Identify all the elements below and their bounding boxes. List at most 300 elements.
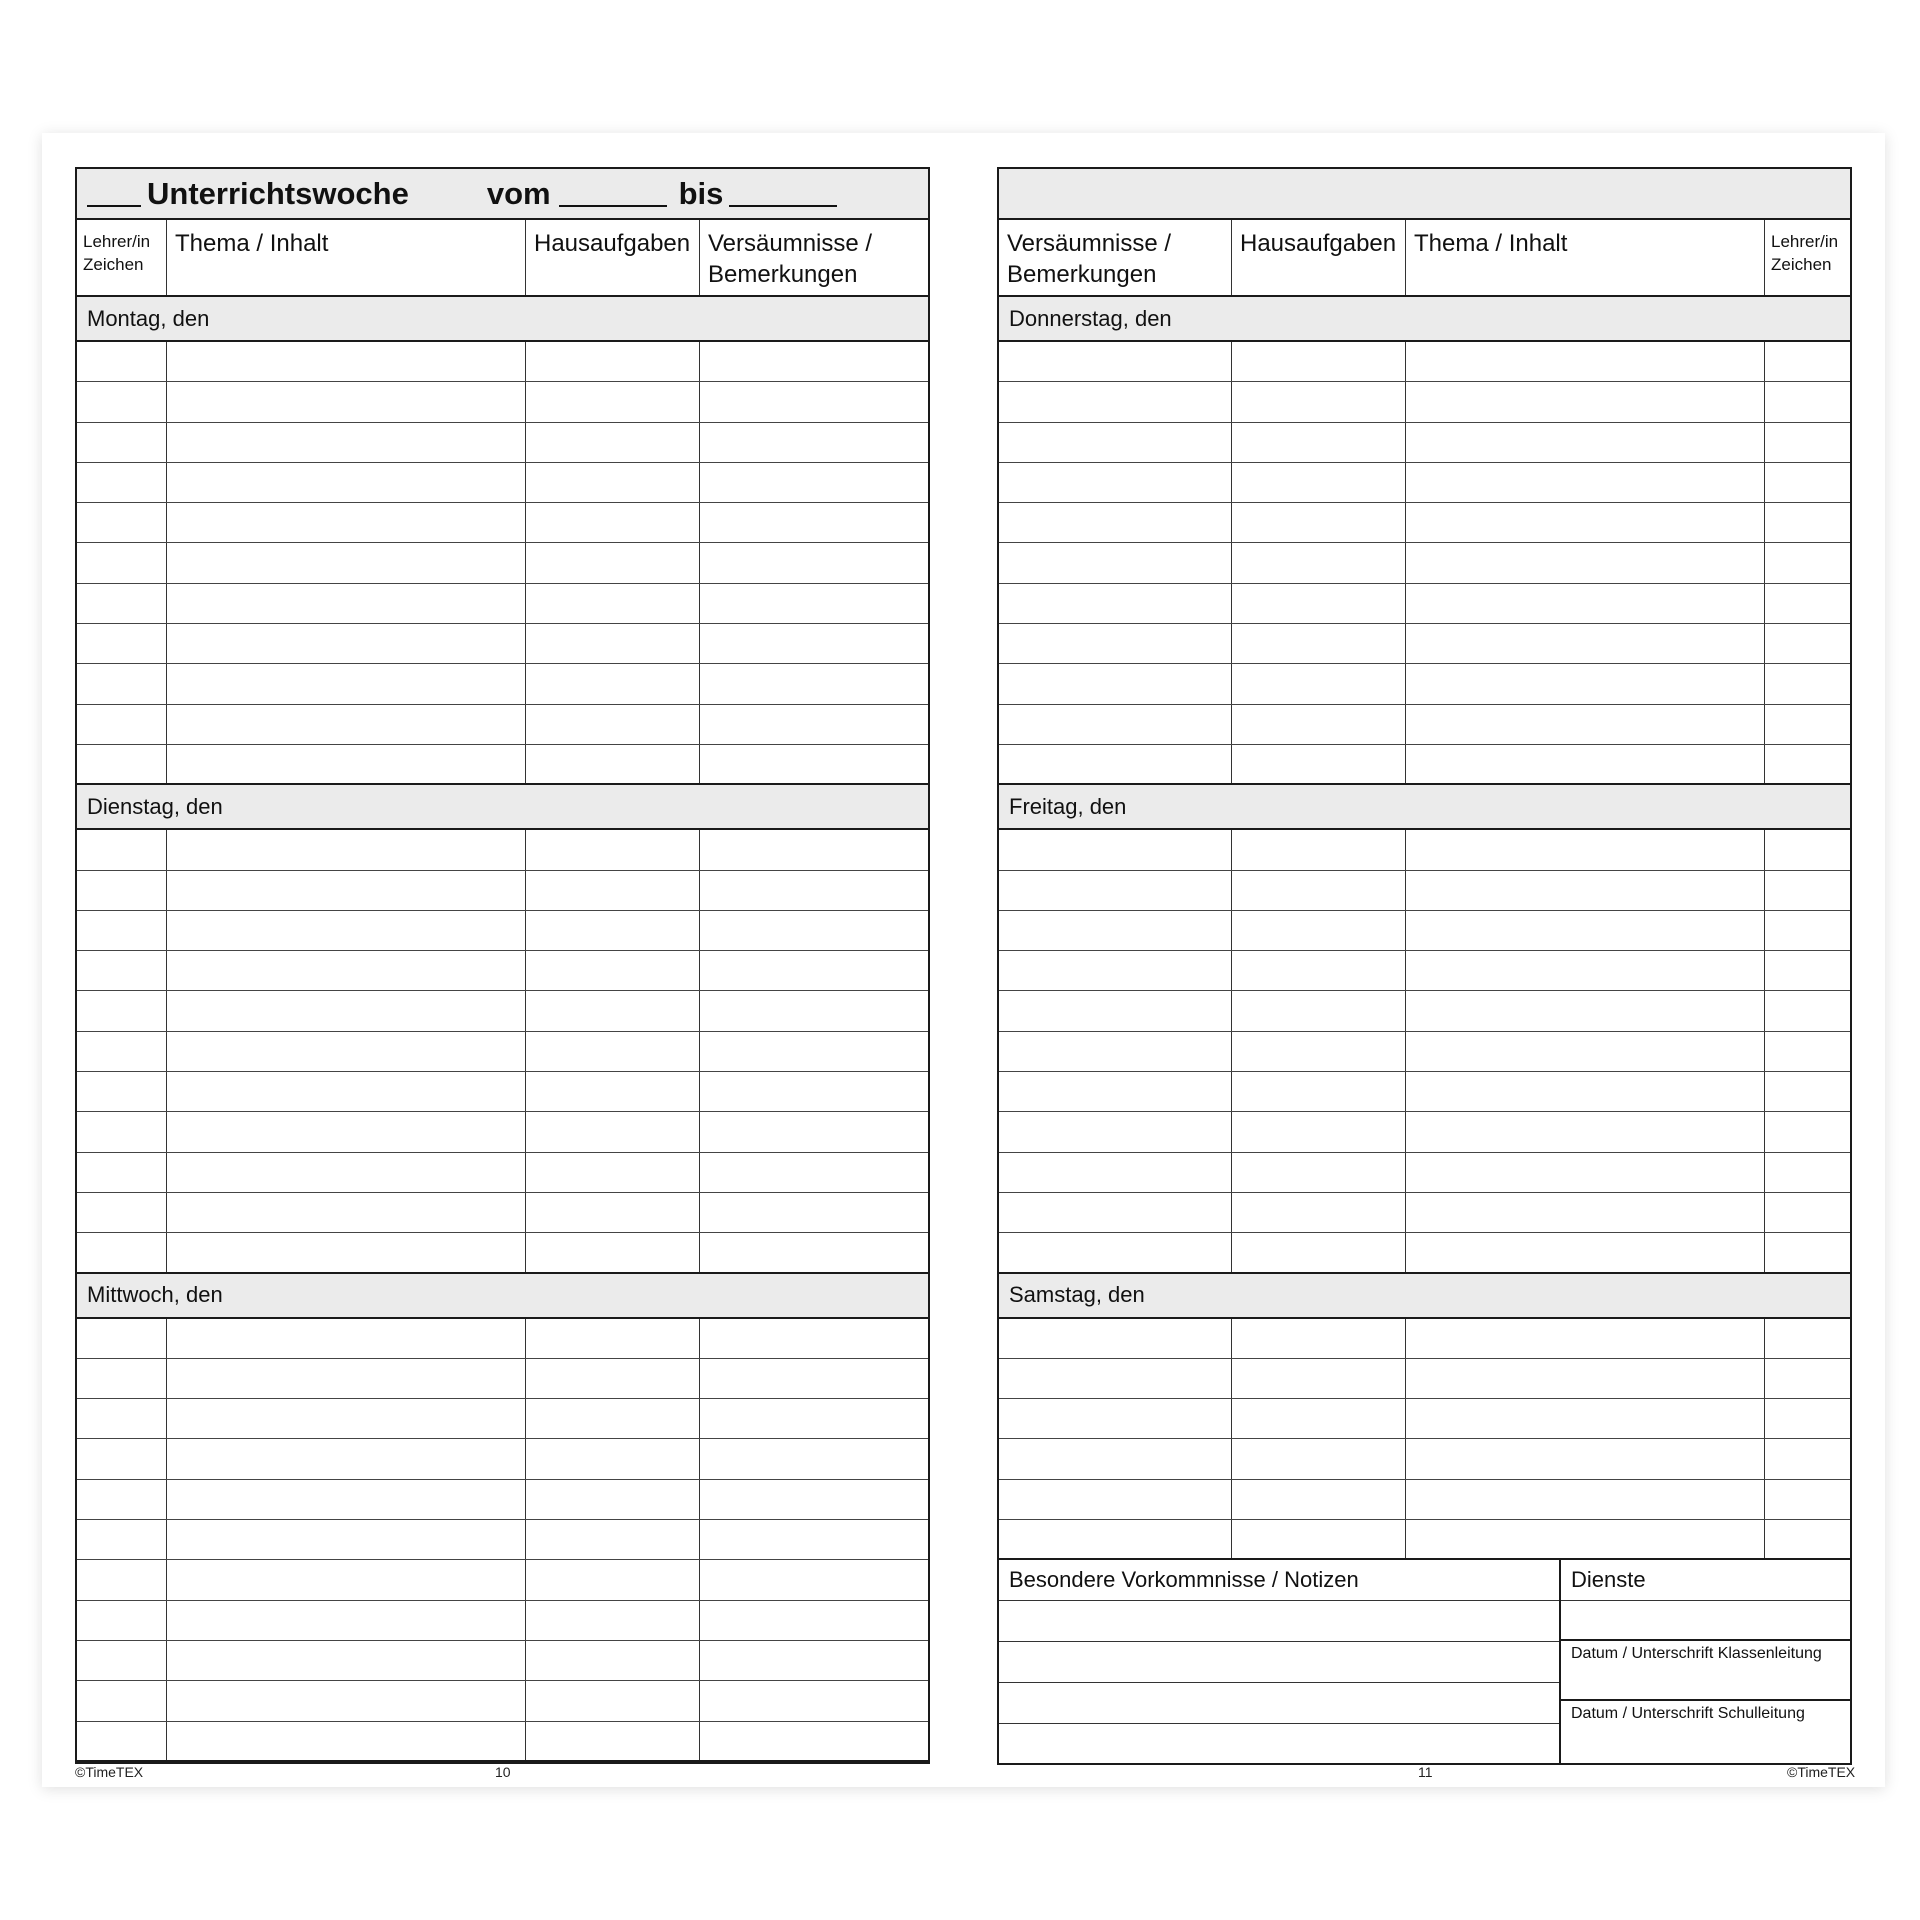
- entry-cell[interactable]: [1406, 584, 1765, 623]
- entry-cell[interactable]: [77, 1359, 167, 1398]
- entry-cell[interactable]: [1232, 503, 1406, 542]
- table-row: [77, 1072, 928, 1112]
- table-row: [999, 871, 1850, 911]
- entry-cell[interactable]: [999, 664, 1232, 703]
- entry-cell[interactable]: [526, 1439, 700, 1478]
- entry-cell[interactable]: [999, 745, 1232, 783]
- entry-cell[interactable]: [1765, 1399, 1850, 1438]
- entry-cell[interactable]: [1406, 1359, 1765, 1398]
- entry-cell[interactable]: [1406, 423, 1765, 462]
- entry-cell[interactable]: [77, 1681, 167, 1720]
- entry-cell[interactable]: [77, 423, 167, 462]
- entry-cell[interactable]: [1232, 584, 1406, 623]
- entry-cell[interactable]: [1232, 382, 1406, 421]
- entry-cell[interactable]: [526, 1722, 700, 1760]
- entry-cell[interactable]: [526, 543, 700, 582]
- entry-cell[interactable]: [700, 911, 928, 950]
- entry-cell[interactable]: [526, 503, 700, 542]
- entry-cell[interactable]: [526, 1032, 700, 1071]
- entry-cell[interactable]: [1765, 1193, 1850, 1232]
- entry-cell[interactable]: [526, 382, 700, 421]
- entry-cell[interactable]: [526, 871, 700, 910]
- entry-cell[interactable]: [167, 1072, 526, 1111]
- entry-cell[interactable]: [77, 1319, 167, 1358]
- entry-cell[interactable]: [999, 1193, 1232, 1232]
- entry-cell[interactable]: [167, 911, 526, 950]
- entry-cell[interactable]: [1406, 871, 1765, 910]
- entry-cell[interactable]: [999, 423, 1232, 462]
- entry-cell[interactable]: [700, 463, 928, 502]
- entry-cell[interactable]: [526, 664, 700, 703]
- entry-cell[interactable]: [999, 1233, 1232, 1271]
- entry-cell[interactable]: [999, 1112, 1232, 1151]
- entry-cell[interactable]: [167, 543, 526, 582]
- entry-cell[interactable]: [1765, 1233, 1850, 1271]
- entry-cell[interactable]: [999, 342, 1232, 381]
- entry-cell[interactable]: [77, 1560, 167, 1599]
- entry-cell[interactable]: [526, 1319, 700, 1358]
- entry-cell[interactable]: [1765, 1072, 1850, 1111]
- entry-cell[interactable]: [1765, 1520, 1850, 1558]
- entry-cell[interactable]: [77, 543, 167, 582]
- entry-cell[interactable]: [1406, 1112, 1765, 1151]
- entry-cell[interactable]: [77, 503, 167, 542]
- entry-cell[interactable]: [1765, 705, 1850, 744]
- entry-cell[interactable]: [999, 584, 1232, 623]
- entry-cell[interactable]: [526, 1560, 700, 1599]
- day-header: Montag, den: [77, 297, 928, 342]
- entry-cell[interactable]: [1406, 745, 1765, 783]
- entry-cell[interactable]: [700, 342, 928, 381]
- entry-cell[interactable]: [700, 951, 928, 990]
- entry-cell[interactable]: [1232, 991, 1406, 1030]
- entry-cell[interactable]: [700, 1233, 928, 1271]
- entry-cell[interactable]: [167, 1641, 526, 1680]
- entry-cell[interactable]: [700, 1193, 928, 1232]
- entry-cell[interactable]: [77, 1032, 167, 1071]
- entry-cell[interactable]: [999, 463, 1232, 502]
- services-field[interactable]: [1561, 1601, 1850, 1641]
- entry-cell[interactable]: [999, 1480, 1232, 1519]
- entry-cell[interactable]: [167, 1193, 526, 1232]
- entry-cell[interactable]: [1765, 1359, 1850, 1398]
- entry-cell[interactable]: [526, 463, 700, 502]
- entry-cell[interactable]: [77, 1233, 167, 1271]
- entry-cell[interactable]: [167, 1722, 526, 1760]
- entry-cell[interactable]: [77, 1072, 167, 1111]
- right-copyright: ©TimeTEX: [1787, 1764, 1856, 1780]
- table-row: [999, 423, 1850, 463]
- entry-cell[interactable]: [700, 1480, 928, 1519]
- entry-cell[interactable]: [526, 1193, 700, 1232]
- entry-cell[interactable]: [1232, 342, 1406, 381]
- notes-line[interactable]: [999, 1683, 1559, 1724]
- entry-cell[interactable]: [999, 1359, 1232, 1398]
- notes-line[interactable]: [999, 1642, 1559, 1683]
- entry-cell[interactable]: [77, 1439, 167, 1478]
- col-header-absences: Versäumnisse / Bemerkungen: [999, 220, 1232, 295]
- entry-cell[interactable]: [999, 1399, 1232, 1438]
- entry-cell[interactable]: [700, 543, 928, 582]
- entry-cell[interactable]: [167, 1112, 526, 1151]
- column-header-row: [77, 220, 928, 297]
- entry-cell[interactable]: [1765, 1032, 1850, 1071]
- entry-cell[interactable]: [167, 1399, 526, 1438]
- entry-cell[interactable]: [1406, 1193, 1765, 1232]
- entry-cell[interactable]: [700, 664, 928, 703]
- entry-cell[interactable]: [526, 951, 700, 990]
- entry-cell[interactable]: [700, 871, 928, 910]
- entry-cell[interactable]: [167, 463, 526, 502]
- entry-cell[interactable]: [77, 1193, 167, 1232]
- entry-cell[interactable]: [1406, 1480, 1765, 1519]
- day-section: [77, 1274, 928, 1762]
- entry-cell[interactable]: [77, 1722, 167, 1760]
- entry-cell[interactable]: [1232, 871, 1406, 910]
- from-date-field[interactable]: [559, 181, 667, 207]
- entry-cell[interactable]: [526, 342, 700, 381]
- table-row: [999, 1032, 1850, 1072]
- entry-cell[interactable]: [1406, 1153, 1765, 1192]
- entry-cell[interactable]: [1406, 1439, 1765, 1478]
- entry-cell[interactable]: [700, 1641, 928, 1680]
- entry-cell[interactable]: [77, 991, 167, 1030]
- right-page-number: 11: [1418, 1764, 1433, 1780]
- col-header-teacher: Lehrer/in Zeichen: [1771, 232, 1839, 274]
- entry-cell[interactable]: [1765, 951, 1850, 990]
- entry-cell[interactable]: [167, 1601, 526, 1640]
- entry-cell[interactable]: [167, 1233, 526, 1271]
- table-row: [77, 342, 928, 382]
- entry-cell[interactable]: [1765, 1480, 1850, 1519]
- table-row: [77, 1641, 928, 1681]
- entry-cell[interactable]: [526, 1233, 700, 1271]
- table-row: [77, 991, 928, 1031]
- entry-cell[interactable]: [700, 991, 928, 1030]
- entry-cell[interactable]: [77, 1480, 167, 1519]
- entry-cell[interactable]: [167, 1560, 526, 1599]
- entry-cell[interactable]: [700, 1520, 928, 1559]
- entry-cell[interactable]: [700, 1032, 928, 1071]
- entry-cell[interactable]: [999, 991, 1232, 1030]
- entry-cell[interactable]: [167, 830, 526, 869]
- entry-cell[interactable]: [1232, 1112, 1406, 1151]
- entry-cell[interactable]: [1406, 342, 1765, 381]
- entry-cell[interactable]: [1406, 1319, 1765, 1358]
- entry-cell[interactable]: [1765, 423, 1850, 462]
- entry-cell[interactable]: [1232, 1439, 1406, 1478]
- table-row: [77, 1399, 928, 1439]
- entry-cell[interactable]: [700, 382, 928, 421]
- entry-cell[interactable]: [700, 705, 928, 744]
- entry-cell[interactable]: [167, 1032, 526, 1071]
- entry-cell[interactable]: [526, 1399, 700, 1438]
- entry-cell[interactable]: [1232, 543, 1406, 582]
- entry-cell[interactable]: [1765, 624, 1850, 663]
- entry-cell[interactable]: [526, 423, 700, 462]
- entry-cell[interactable]: [700, 830, 928, 869]
- entry-cell[interactable]: [167, 1480, 526, 1519]
- week-title-row: [77, 169, 928, 220]
- entry-cell[interactable]: [700, 1399, 928, 1438]
- entry-cell[interactable]: [1406, 382, 1765, 421]
- entry-cell[interactable]: [700, 423, 928, 462]
- entry-cell[interactable]: [77, 1601, 167, 1640]
- entry-cell[interactable]: [1232, 423, 1406, 462]
- entry-cell[interactable]: [999, 911, 1232, 950]
- entry-cell[interactable]: [1232, 705, 1406, 744]
- entry-cell[interactable]: [1765, 664, 1850, 703]
- table-row: [77, 1359, 928, 1399]
- table-row: [999, 1193, 1850, 1233]
- entry-cell[interactable]: [999, 1032, 1232, 1071]
- entry-cell[interactable]: [526, 745, 700, 783]
- entry-cell[interactable]: [526, 584, 700, 623]
- table-row: [999, 991, 1850, 1031]
- entry-cell[interactable]: [1232, 664, 1406, 703]
- to-date-field[interactable]: [729, 181, 837, 207]
- entry-cell[interactable]: [1406, 1520, 1765, 1558]
- entry-cell[interactable]: [1232, 1032, 1406, 1071]
- entry-cell[interactable]: [700, 584, 928, 623]
- entry-cell[interactable]: [700, 1359, 928, 1398]
- entry-cell[interactable]: [1765, 1319, 1850, 1358]
- entry-cell[interactable]: [1765, 382, 1850, 421]
- entry-cell[interactable]: [1765, 911, 1850, 950]
- left-page-number: 10: [495, 1764, 511, 1780]
- entry-cell[interactable]: [77, 1112, 167, 1151]
- entry-cell[interactable]: [999, 871, 1232, 910]
- entry-cell[interactable]: [167, 664, 526, 703]
- entry-cell[interactable]: [167, 1359, 526, 1398]
- entry-cell[interactable]: [1232, 1359, 1406, 1398]
- entry-cell[interactable]: [167, 382, 526, 421]
- entry-cell[interactable]: [1406, 951, 1765, 990]
- entry-cell[interactable]: [77, 951, 167, 990]
- table-row: [77, 1439, 928, 1479]
- entry-cell[interactable]: [1765, 871, 1850, 910]
- entry-cell[interactable]: [999, 830, 1232, 869]
- entry-cell[interactable]: [167, 1520, 526, 1559]
- entry-cell[interactable]: [1765, 1153, 1850, 1192]
- entry-cell[interactable]: [1765, 543, 1850, 582]
- entry-cell[interactable]: [1406, 1072, 1765, 1111]
- entry-cell[interactable]: [1765, 1439, 1850, 1478]
- table-row: [999, 1439, 1850, 1479]
- entry-cell[interactable]: [1406, 830, 1765, 869]
- entry-cell[interactable]: [700, 1722, 928, 1760]
- entry-cell[interactable]: [1765, 342, 1850, 381]
- notes-line[interactable]: [999, 1724, 1559, 1764]
- entry-cell[interactable]: [1232, 1520, 1406, 1558]
- entry-cell[interactable]: [77, 584, 167, 623]
- entry-cell[interactable]: [1232, 830, 1406, 869]
- entry-cell[interactable]: [167, 342, 526, 381]
- entry-cell[interactable]: [526, 705, 700, 744]
- entry-cell[interactable]: [526, 911, 700, 950]
- entry-cell[interactable]: [1406, 1399, 1765, 1438]
- entry-cell[interactable]: [167, 624, 526, 663]
- entry-cell[interactable]: [999, 1153, 1232, 1192]
- entry-cell[interactable]: [526, 1520, 700, 1559]
- entry-cell[interactable]: [700, 1319, 928, 1358]
- entry-cell[interactable]: [1232, 1153, 1406, 1192]
- entry-cell[interactable]: [700, 745, 928, 783]
- entry-cell[interactable]: [1765, 1112, 1850, 1151]
- entry-cell[interactable]: [1232, 1072, 1406, 1111]
- entry-cell[interactable]: [167, 584, 526, 623]
- entry-cell[interactable]: [77, 911, 167, 950]
- week-number-field[interactable]: [87, 181, 141, 207]
- entry-cell[interactable]: [526, 1153, 700, 1192]
- entry-cell[interactable]: [77, 463, 167, 502]
- day-section: [999, 785, 1850, 1273]
- entry-cell[interactable]: [167, 991, 526, 1030]
- entry-cell[interactable]: [999, 503, 1232, 542]
- entry-cell[interactable]: [1406, 543, 1765, 582]
- entry-cell[interactable]: [999, 1319, 1232, 1358]
- week-title-label: Unterrichtswoche: [147, 175, 409, 211]
- entry-cell[interactable]: [526, 1072, 700, 1111]
- entry-cell[interactable]: [167, 745, 526, 783]
- day-section: [999, 297, 1850, 785]
- entry-cell[interactable]: [999, 624, 1232, 663]
- table-row: [77, 951, 928, 991]
- entry-cell[interactable]: [77, 1641, 167, 1680]
- entry-cell[interactable]: [526, 1641, 700, 1680]
- entry-cell[interactable]: [77, 1153, 167, 1192]
- entry-cell[interactable]: [1765, 991, 1850, 1030]
- entry-cell[interactable]: [167, 423, 526, 462]
- entry-cell[interactable]: [700, 1112, 928, 1151]
- entry-cell[interactable]: [77, 664, 167, 703]
- entry-cell[interactable]: [1232, 911, 1406, 950]
- entry-cell[interactable]: [167, 871, 526, 910]
- entry-cell[interactable]: [167, 1681, 526, 1720]
- entry-cell[interactable]: [77, 382, 167, 421]
- entry-cell[interactable]: [700, 1681, 928, 1720]
- entry-cell[interactable]: [1232, 745, 1406, 783]
- notes-header: Besondere Vorkommnisse / Notizen: [999, 1560, 1559, 1601]
- entry-cell[interactable]: [700, 1601, 928, 1640]
- entry-cell[interactable]: [1406, 991, 1765, 1030]
- entry-cell[interactable]: [1232, 1319, 1406, 1358]
- entry-cell[interactable]: [77, 871, 167, 910]
- services-header: Dienste: [1561, 1560, 1850, 1601]
- entry-cell[interactable]: [700, 1153, 928, 1192]
- day-section: [77, 785, 928, 1273]
- entry-cell[interactable]: [167, 503, 526, 542]
- from-label: vom: [486, 175, 551, 211]
- entry-cell[interactable]: [1232, 1193, 1406, 1232]
- entry-cell[interactable]: [1406, 664, 1765, 703]
- entry-cell[interactable]: [77, 1520, 167, 1559]
- entry-cell[interactable]: [1765, 503, 1850, 542]
- entry-cell[interactable]: [167, 1439, 526, 1478]
- entry-cell[interactable]: [526, 624, 700, 663]
- entry-cell[interactable]: [999, 1520, 1232, 1558]
- entry-cell[interactable]: [1406, 503, 1765, 542]
- table-row: [999, 1112, 1850, 1152]
- entry-cell[interactable]: [1232, 951, 1406, 990]
- table-row: [77, 1032, 928, 1072]
- entry-cell[interactable]: [999, 1072, 1232, 1111]
- entry-cell[interactable]: [1232, 1233, 1406, 1271]
- entry-cell[interactable]: [1406, 705, 1765, 744]
- entry-cell[interactable]: [526, 991, 700, 1030]
- entry-cell[interactable]: [1765, 745, 1850, 783]
- entry-cell[interactable]: [526, 1112, 700, 1151]
- entry-cell[interactable]: [77, 1399, 167, 1438]
- entry-cell[interactable]: [700, 1560, 928, 1599]
- entry-cell[interactable]: [999, 382, 1232, 421]
- table-row: [999, 342, 1850, 382]
- table-row: [999, 911, 1850, 951]
- entry-cell[interactable]: [1406, 1032, 1765, 1071]
- entry-cell[interactable]: [1232, 1399, 1406, 1438]
- blank-title-row: [999, 169, 1850, 220]
- entry-cell[interactable]: [167, 1153, 526, 1192]
- entry-cell[interactable]: [77, 342, 167, 381]
- entry-cell[interactable]: [526, 1601, 700, 1640]
- entry-cell[interactable]: [1765, 463, 1850, 502]
- col-header-topic: Thema / Inhalt: [167, 220, 526, 295]
- entry-cell[interactable]: [700, 1072, 928, 1111]
- principal-signature-field[interactable]: Datum / Unterschrift Schulleitung: [1571, 1705, 1805, 1723]
- entry-cell[interactable]: [700, 503, 928, 542]
- entry-cell[interactable]: [526, 1359, 700, 1398]
- table-row: [77, 1520, 928, 1560]
- entry-cell[interactable]: [999, 1439, 1232, 1478]
- entry-cell[interactable]: [1765, 584, 1850, 623]
- entry-cell[interactable]: [999, 543, 1232, 582]
- entry-cell[interactable]: [1232, 1480, 1406, 1519]
- entry-cell[interactable]: [526, 1480, 700, 1519]
- entry-cell[interactable]: [1406, 624, 1765, 663]
- entry-cell[interactable]: [77, 830, 167, 869]
- entry-cell[interactable]: [1406, 1233, 1765, 1271]
- entry-cell[interactable]: [526, 830, 700, 869]
- entry-cell[interactable]: [999, 951, 1232, 990]
- entry-cell[interactable]: [77, 705, 167, 744]
- table-row: [77, 830, 928, 870]
- entry-cell[interactable]: [77, 745, 167, 783]
- entry-cell[interactable]: [167, 951, 526, 990]
- entry-cell[interactable]: [167, 705, 526, 744]
- table-row: [999, 664, 1850, 704]
- entry-cell[interactable]: [1232, 463, 1406, 502]
- entry-cell[interactable]: [167, 1319, 526, 1358]
- table-row: [77, 871, 928, 911]
- entry-cell[interactable]: [1406, 463, 1765, 502]
- entry-cell[interactable]: [1765, 830, 1850, 869]
- table-row: [999, 1153, 1850, 1193]
- entry-cell[interactable]: [700, 624, 928, 663]
- entry-cell[interactable]: [77, 624, 167, 663]
- table-row: [999, 1399, 1850, 1439]
- entry-cell[interactable]: [526, 1681, 700, 1720]
- entry-cell[interactable]: [1232, 624, 1406, 663]
- notes-line[interactable]: [999, 1601, 1559, 1642]
- class-teacher-signature-field[interactable]: Datum / Unterschrift Klassenleitung: [1561, 1641, 1850, 1701]
- table-row: [999, 830, 1850, 870]
- entry-cell[interactable]: [700, 1439, 928, 1478]
- day-header: Donnerstag, den: [999, 297, 1850, 342]
- entry-cell[interactable]: [1406, 911, 1765, 950]
- table-row: [999, 624, 1850, 664]
- entry-cell[interactable]: [999, 705, 1232, 744]
- table-row: [77, 1153, 928, 1193]
